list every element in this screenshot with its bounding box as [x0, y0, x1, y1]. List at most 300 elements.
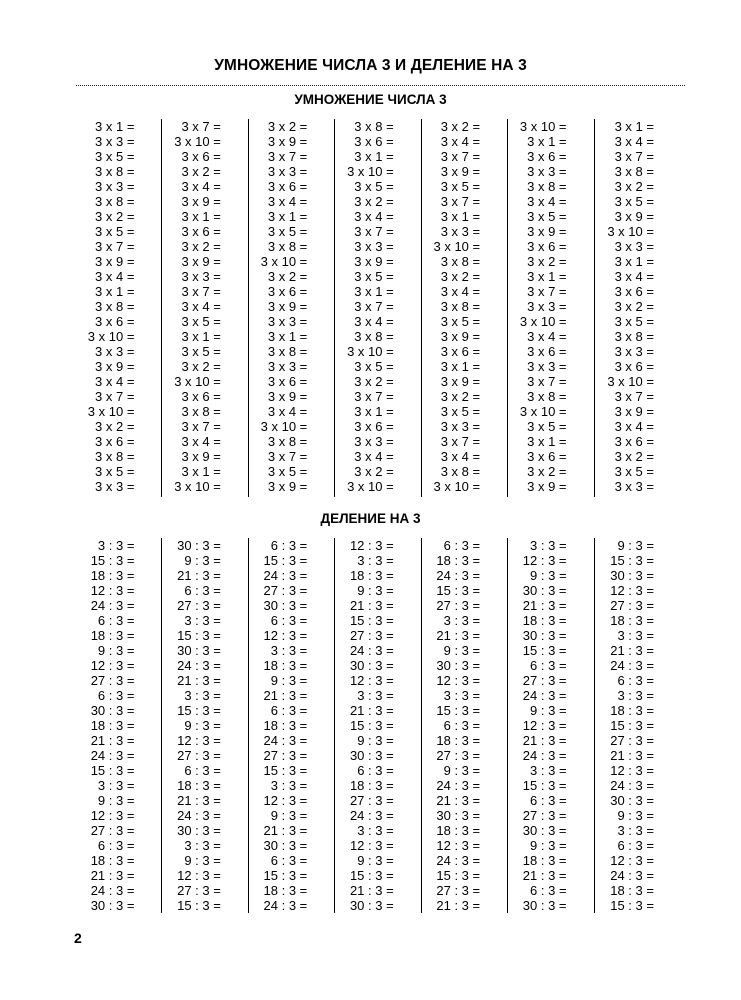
multiplication-example: 3 х 3 =: [95, 344, 135, 359]
multiplication-example: 3 х 1 =: [527, 134, 567, 149]
multiplication-example: 3 х 7 =: [440, 194, 481, 209]
division-example: 6 : 3 =: [443, 538, 481, 553]
division-example: 12 : 3 =: [610, 763, 654, 778]
division-column-2: [162, 538, 248, 913]
multiplication-example: 3 х 6 =: [181, 389, 221, 404]
multiplication-example: 3 х 6 =: [614, 434, 654, 449]
multiplication-example: 3 х 10 =: [174, 479, 221, 494]
multiplication-example: 3 х 9 =: [527, 224, 567, 239]
division-example: 3 : 3 =: [184, 613, 221, 628]
multiplication-example: 3 х 5 =: [267, 224, 308, 239]
multiplication-example: 3 х 5 =: [267, 464, 308, 479]
multiplication-example: 3 х 9 =: [614, 209, 654, 224]
multiplication-example: 3 х 7 =: [181, 119, 221, 134]
division-example: 3 : 3 =: [530, 763, 567, 778]
multiplication-example: 3 х 6 =: [354, 134, 394, 149]
division-example: 6 : 3 =: [530, 883, 567, 898]
division-example: 18 : 3 =: [263, 883, 308, 898]
division-example: 3 : 3 =: [443, 613, 481, 628]
multiplication-example: 3 х 7 =: [614, 389, 654, 404]
page-title: УМНОЖЕНИЕ ЧИСЛА 3 И ДЕЛЕНИЕ НА 3: [214, 57, 527, 74]
multiplication-example: 3 х 5 =: [95, 224, 135, 239]
multiplication-example: 3 х 10 =: [519, 119, 567, 134]
multiplication-example: 3 х 3 =: [95, 479, 135, 494]
multiplication-example: 3 х 1 =: [614, 254, 654, 269]
division-example: 6 : 3 =: [270, 538, 308, 553]
multiplication-column-2: [162, 119, 248, 497]
multiplication-example: 3 х 10 =: [347, 164, 394, 179]
multiplication-example: 3 х 2 =: [95, 209, 135, 224]
multiplication-example: 3 х 6 =: [267, 179, 308, 194]
division-example: 30 : 3 =: [90, 898, 135, 913]
division-example: 15 : 3 =: [610, 898, 654, 913]
division-example: 12 : 3 =: [349, 673, 394, 688]
multiplication-grid: [76, 119, 681, 497]
multiplication-example: 3 х 8 =: [95, 164, 135, 179]
division-example: 21 : 3 =: [522, 598, 567, 613]
division-example: 15 : 3 =: [349, 718, 394, 733]
multiplication-example: 3 х 3 =: [527, 359, 567, 374]
division-example: 18 : 3 =: [610, 613, 654, 628]
multiplication-example: 3 х 2 =: [267, 119, 308, 134]
multiplication-example: 3 х 8 =: [267, 434, 308, 449]
division-example: 9 : 3 =: [97, 793, 135, 808]
division-example: 21 : 3 =: [263, 823, 308, 838]
multiplication-example: 3 х 9 =: [267, 389, 308, 404]
division-example: 12 : 3 =: [263, 628, 308, 643]
multiplication-example: 3 х 6 =: [527, 344, 567, 359]
multiplication-example: 3 х 1 =: [95, 284, 135, 299]
multiplication-example: 3 х 7 =: [440, 149, 481, 164]
division-example: 18 : 3 =: [263, 658, 308, 673]
division-example: 9 : 3 =: [184, 718, 221, 733]
multiplication-example: 3 х 3 =: [354, 239, 394, 254]
multiplication-example: 3 х 3 =: [267, 314, 308, 329]
multiplication-example: 3 х 2 =: [354, 464, 394, 479]
division-column-5: [422, 538, 508, 913]
multiplication-example: 3 х 10 =: [260, 419, 308, 434]
division-example: 21 : 3 =: [90, 868, 135, 883]
division-example: 15 : 3 =: [610, 553, 654, 568]
multiplication-example: 3 х 4 =: [527, 194, 567, 209]
division-example: 9 : 3 =: [97, 643, 135, 658]
division-example: 30 : 3 =: [436, 658, 481, 673]
division-example: 27 : 3 =: [349, 793, 394, 808]
multiplication-example: 3 х 9 =: [267, 479, 308, 494]
division-example: 3 : 3 =: [270, 778, 308, 793]
multiplication-example: 3 х 1 =: [354, 284, 394, 299]
division-example: 21 : 3 =: [263, 688, 308, 703]
division-example: 3 : 3 =: [97, 538, 135, 553]
multiplication-example: 3 х 9 =: [440, 329, 481, 344]
division-example: 6 : 3 =: [270, 853, 308, 868]
multiplication-example: 3 х 1 =: [440, 209, 481, 224]
division-example: 9 : 3 =: [443, 763, 481, 778]
division-example: 30 : 3 =: [177, 823, 221, 838]
division-example: 9 : 3 =: [184, 853, 221, 868]
division-example: 18 : 3 =: [263, 718, 308, 733]
multiplication-example: 3 х 3 =: [614, 479, 654, 494]
multiplication-example: 3 х 9 =: [181, 254, 221, 269]
division-example: 18 : 3 =: [436, 553, 481, 568]
division-column-6: [508, 538, 594, 913]
division-example: 12 : 3 =: [263, 793, 308, 808]
multiplication-example: 3 х 9 =: [614, 404, 654, 419]
division-example: 30 : 3 =: [610, 568, 654, 583]
multiplication-example: 3 х 8 =: [181, 404, 221, 419]
division-example: 21 : 3 =: [522, 868, 567, 883]
division-example: 24 : 3 =: [177, 808, 221, 823]
multiplication-example: 3 х 7 =: [614, 149, 654, 164]
multiplication-example: 3 х 9 =: [440, 164, 481, 179]
division-example: 30 : 3 =: [522, 583, 567, 598]
division-example: 18 : 3 =: [522, 853, 567, 868]
division-example: 12 : 3 =: [349, 538, 394, 553]
multiplication-example: 3 х 4 =: [267, 194, 308, 209]
multiplication-example: 3 х 9 =: [181, 194, 221, 209]
division-example: 18 : 3 =: [610, 883, 654, 898]
division-example: 3 : 3 =: [357, 823, 394, 838]
division-example: 6 : 3 =: [97, 688, 135, 703]
multiplication-example: 3 х 5 =: [354, 359, 394, 374]
division-example: 3 : 3 =: [184, 838, 221, 853]
multiplication-example: 3 х 2 =: [527, 464, 567, 479]
division-example: 24 : 3 =: [90, 748, 135, 763]
division-example: 27 : 3 =: [522, 673, 567, 688]
multiplication-example: 3 х 8 =: [267, 239, 308, 254]
division-example: 9 : 3 =: [617, 808, 654, 823]
multiplication-heading: УМНОЖЕНИЕ ЧИСЛА 3: [294, 92, 447, 107]
division-example: 3 : 3 =: [357, 688, 394, 703]
multiplication-example: 3 х 6 =: [95, 434, 135, 449]
multiplication-example: 3 х 6 =: [267, 374, 308, 389]
multiplication-example: 3 х 6 =: [354, 419, 394, 434]
division-example: 18 : 3 =: [349, 778, 394, 793]
division-example: 9 : 3 =: [443, 643, 481, 658]
multiplication-example: 3 х 7 =: [267, 449, 308, 464]
division-example: 30 : 3 =: [349, 658, 394, 673]
division-example: 9 : 3 =: [530, 568, 567, 583]
division-example: 18 : 3 =: [90, 628, 135, 643]
multiplication-example: 3 х 8 =: [95, 299, 135, 314]
multiplication-example: 3 х 2 =: [614, 299, 654, 314]
multiplication-example: 3 х 2 =: [440, 389, 481, 404]
division-example: 24 : 3 =: [349, 808, 394, 823]
multiplication-example: 3 х 9 =: [527, 479, 567, 494]
division-example: 18 : 3 =: [90, 853, 135, 868]
multiplication-example: 3 х 7 =: [95, 389, 135, 404]
division-example: 30 : 3 =: [90, 703, 135, 718]
division-example: 30 : 3 =: [610, 793, 654, 808]
multiplication-example: 3 х 6 =: [95, 314, 135, 329]
division-example: 15 : 3 =: [522, 778, 567, 793]
multiplication-example: 3 х 6 =: [181, 224, 221, 239]
division-example: 15 : 3 =: [263, 553, 308, 568]
division-example: 9 : 3 =: [270, 673, 308, 688]
multiplication-example: 3 х 2 =: [527, 254, 567, 269]
division-example: 27 : 3 =: [436, 598, 481, 613]
multiplication-example: 3 х 4 =: [440, 449, 481, 464]
division-example: 6 : 3 =: [97, 838, 135, 853]
division-example: 6 : 3 =: [530, 793, 567, 808]
multiplication-example: 3 х 6 =: [614, 284, 654, 299]
division-example: 12 : 3 =: [522, 553, 567, 568]
division-example: 27 : 3 =: [90, 823, 135, 838]
division-example: 27 : 3 =: [349, 628, 394, 643]
multiplication-example: 3 х 8 =: [440, 464, 481, 479]
multiplication-example: 3 х 8 =: [267, 344, 308, 359]
multiplication-example: 3 х 9 =: [354, 254, 394, 269]
multiplication-example: 3 х 4 =: [354, 449, 394, 464]
multiplication-column-7: [595, 119, 681, 497]
multiplication-example: 3 х 4 =: [614, 269, 654, 284]
multiplication-example: 3 х 1 =: [440, 359, 481, 374]
division-example: 24 : 3 =: [436, 568, 481, 583]
multiplication-example: 3 х 3 =: [527, 299, 567, 314]
division-example: 27 : 3 =: [436, 883, 481, 898]
multiplication-example: 3 х 3 =: [614, 239, 654, 254]
division-example: 18 : 3 =: [522, 613, 567, 628]
division-grid: [76, 538, 681, 913]
division-example: 27 : 3 =: [263, 583, 308, 598]
division-example: 12 : 3 =: [349, 838, 394, 853]
multiplication-example: 3 х 2 =: [181, 239, 221, 254]
multiplication-example: 3 х 2 =: [614, 179, 654, 194]
multiplication-example: 3 х 9 =: [95, 359, 135, 374]
division-example: 24 : 3 =: [263, 898, 308, 913]
multiplication-example: 3 х 2 =: [354, 194, 394, 209]
division-example: 3 : 3 =: [617, 628, 654, 643]
division-column-3: [249, 538, 335, 913]
division-example: 21 : 3 =: [522, 733, 567, 748]
division-example: 9 : 3 =: [530, 838, 567, 853]
division-example: 27 : 3 =: [522, 808, 567, 823]
multiplication-example: 3 х 8 =: [614, 329, 654, 344]
multiplication-example: 3 х 10 =: [607, 374, 654, 389]
multiplication-example: 3 х 7 =: [95, 239, 135, 254]
multiplication-example: 3 х 5 =: [354, 179, 394, 194]
multiplication-example: 3 х 6 =: [440, 344, 481, 359]
division-example: 24 : 3 =: [610, 658, 654, 673]
division-column-7: [595, 538, 681, 913]
multiplication-example: 3 х 5 =: [614, 314, 654, 329]
division-example: 27 : 3 =: [436, 748, 481, 763]
division-column-1: [76, 538, 162, 913]
division-example: 18 : 3 =: [436, 823, 481, 838]
multiplication-example: 3 х 2 =: [181, 359, 221, 374]
division-example: 27 : 3 =: [263, 748, 308, 763]
division-example: 15 : 3 =: [610, 718, 654, 733]
multiplication-example: 3 х 7 =: [354, 224, 394, 239]
multiplication-example: 3 х 3 =: [181, 269, 221, 284]
multiplication-example: 3 х 1 =: [354, 404, 394, 419]
multiplication-example: 3 х 2 =: [440, 269, 481, 284]
division-example: 15 : 3 =: [349, 868, 394, 883]
division-example: 12 : 3 =: [610, 853, 654, 868]
multiplication-example: 3 х 8 =: [614, 164, 654, 179]
division-example: 21 : 3 =: [349, 703, 394, 718]
division-example: 30 : 3 =: [177, 538, 221, 553]
division-example: 6 : 3 =: [530, 658, 567, 673]
division-example: 30 : 3 =: [177, 643, 221, 658]
division-example: 24 : 3 =: [177, 658, 221, 673]
multiplication-example: 3 х 3 =: [267, 164, 308, 179]
division-example: 27 : 3 =: [177, 883, 221, 898]
multiplication-example: 3 х 8 =: [440, 299, 481, 314]
division-example: 3 : 3 =: [530, 538, 567, 553]
multiplication-example: 3 х 3 =: [527, 164, 567, 179]
division-example: 3 : 3 =: [357, 553, 394, 568]
division-example: 30 : 3 =: [436, 808, 481, 823]
multiplication-example: 3 х 5 =: [95, 149, 135, 164]
division-example: 27 : 3 =: [90, 673, 135, 688]
division-example: 6 : 3 =: [97, 613, 135, 628]
division-example: 3 : 3 =: [270, 643, 308, 658]
multiplication-example: 3 х 8 =: [95, 194, 135, 209]
division-example: 27 : 3 =: [177, 598, 221, 613]
multiplication-example: 3 х 7 =: [181, 419, 221, 434]
division-example: 12 : 3 =: [610, 583, 654, 598]
division-example: 27 : 3 =: [610, 598, 654, 613]
multiplication-example: 3 х 1 =: [527, 269, 567, 284]
division-example: 21 : 3 =: [610, 748, 654, 763]
division-example: 21 : 3 =: [90, 733, 135, 748]
dotted-divider: [76, 85, 685, 86]
division-example: 15 : 3 =: [436, 703, 481, 718]
division-example: 3 : 3 =: [443, 688, 481, 703]
division-example: 30 : 3 =: [522, 628, 567, 643]
division-example: 18 : 3 =: [177, 778, 221, 793]
division-example: 6 : 3 =: [357, 763, 394, 778]
division-example: 9 : 3 =: [530, 703, 567, 718]
multiplication-example: 3 х 1 =: [527, 434, 567, 449]
multiplication-example: 3 х 9 =: [440, 374, 481, 389]
division-example: 21 : 3 =: [436, 793, 481, 808]
multiplication-example: 3 х 3 =: [354, 434, 394, 449]
multiplication-example: 3 х 6 =: [527, 149, 567, 164]
page-number: 2: [74, 930, 82, 946]
division-example: 6 : 3 =: [443, 718, 481, 733]
multiplication-example: 3 х 5 =: [614, 194, 654, 209]
division-example: 24 : 3 =: [436, 853, 481, 868]
multiplication-example: 3 х 8 =: [527, 179, 567, 194]
division-example: 3 : 3 =: [97, 778, 135, 793]
division-example: 12 : 3 =: [90, 583, 135, 598]
multiplication-example: 3 х 9 =: [181, 449, 221, 464]
multiplication-example: 3 х 5 =: [181, 314, 221, 329]
division-example: 21 : 3 =: [436, 898, 481, 913]
multiplication-example: 3 х 2 =: [181, 164, 221, 179]
multiplication-example: 3 х 10 =: [519, 404, 567, 419]
multiplication-example: 3 х 4 =: [440, 284, 481, 299]
multiplication-example: 3 х 1 =: [267, 209, 308, 224]
multiplication-example: 3 х 6 =: [527, 239, 567, 254]
multiplication-example: 3 х 4 =: [527, 329, 567, 344]
multiplication-example: 3 х 9 =: [267, 134, 308, 149]
multiplication-example: 3 х 8 =: [440, 254, 481, 269]
multiplication-example: 3 х 2 =: [95, 419, 135, 434]
multiplication-example: 3 х 1 =: [181, 464, 221, 479]
division-example: 12 : 3 =: [90, 658, 135, 673]
division-example: 9 : 3 =: [617, 538, 654, 553]
multiplication-example: 3 х 1 =: [614, 119, 654, 134]
multiplication-example: 3 х 2 =: [440, 119, 481, 134]
multiplication-example: 3 х 7 =: [267, 149, 308, 164]
multiplication-example: 3 х 5 =: [95, 464, 135, 479]
division-example: 9 : 3 =: [357, 583, 394, 598]
multiplication-example: 3 х 4 =: [354, 314, 394, 329]
division-example: 12 : 3 =: [522, 718, 567, 733]
multiplication-example: 3 х 6 =: [181, 149, 221, 164]
division-example: 30 : 3 =: [263, 598, 308, 613]
division-example: 6 : 3 =: [184, 763, 221, 778]
division-example: 18 : 3 =: [349, 568, 394, 583]
multiplication-example: 3 х 10 =: [174, 134, 221, 149]
multiplication-example: 3 х 2 =: [614, 449, 654, 464]
multiplication-example: 3 х 6 =: [527, 449, 567, 464]
multiplication-example: 3 х 10 =: [607, 224, 654, 239]
division-example: 24 : 3 =: [90, 598, 135, 613]
multiplication-column-4: [335, 119, 421, 497]
division-example: 21 : 3 =: [436, 628, 481, 643]
division-example: 24 : 3 =: [349, 643, 394, 658]
multiplication-example: 3 х 7 =: [440, 434, 481, 449]
division-example: 30 : 3 =: [349, 898, 394, 913]
division-example: 27 : 3 =: [610, 733, 654, 748]
division-example: 18 : 3 =: [436, 733, 481, 748]
division-example: 24 : 3 =: [522, 688, 567, 703]
division-example: 24 : 3 =: [263, 568, 308, 583]
multiplication-example: 3 х 5 =: [440, 314, 481, 329]
division-example: 24 : 3 =: [436, 778, 481, 793]
division-column-4: [335, 538, 421, 913]
multiplication-example: 3 х 5 =: [440, 404, 481, 419]
division-example: 15 : 3 =: [436, 583, 481, 598]
division-example: 6 : 3 =: [270, 613, 308, 628]
division-example: 15 : 3 =: [177, 703, 221, 718]
multiplication-example: 3 х 10 =: [433, 239, 481, 254]
multiplication-example: 3 х 1 =: [95, 119, 135, 134]
multiplication-column-1: [76, 119, 162, 497]
division-example: 15 : 3 =: [90, 553, 135, 568]
multiplication-example: 3 х 3 =: [95, 134, 135, 149]
multiplication-example: 3 х 4 =: [267, 404, 308, 419]
multiplication-example: 3 х 2 =: [267, 269, 308, 284]
multiplication-column-3: [249, 119, 335, 497]
multiplication-example: 3 х 10 =: [260, 254, 308, 269]
multiplication-example: 3 х 10 =: [347, 344, 394, 359]
multiplication-example: 3 х 10 =: [519, 314, 567, 329]
division-example: 15 : 3 =: [349, 613, 394, 628]
division-example: 9 : 3 =: [357, 853, 394, 868]
multiplication-example: 3 х 5 =: [354, 269, 394, 284]
multiplication-example: 3 х 6 =: [267, 284, 308, 299]
multiplication-example: 3 х 3 =: [440, 419, 481, 434]
division-example: 6 : 3 =: [617, 838, 654, 853]
multiplication-example: 3 х 1 =: [354, 149, 394, 164]
multiplication-example: 3 х 5 =: [440, 179, 481, 194]
multiplication-column-5: [422, 119, 508, 497]
multiplication-example: 3 х 4 =: [354, 209, 394, 224]
division-example: 6 : 3 =: [270, 703, 308, 718]
multiplication-example: 3 х 3 =: [267, 359, 308, 374]
division-example: 24 : 3 =: [610, 778, 654, 793]
multiplication-example: 3 х 1 =: [181, 209, 221, 224]
division-example: 9 : 3 =: [270, 808, 308, 823]
division-example: 6 : 3 =: [617, 673, 654, 688]
division-example: 6 : 3 =: [184, 583, 221, 598]
division-example: 12 : 3 =: [90, 808, 135, 823]
